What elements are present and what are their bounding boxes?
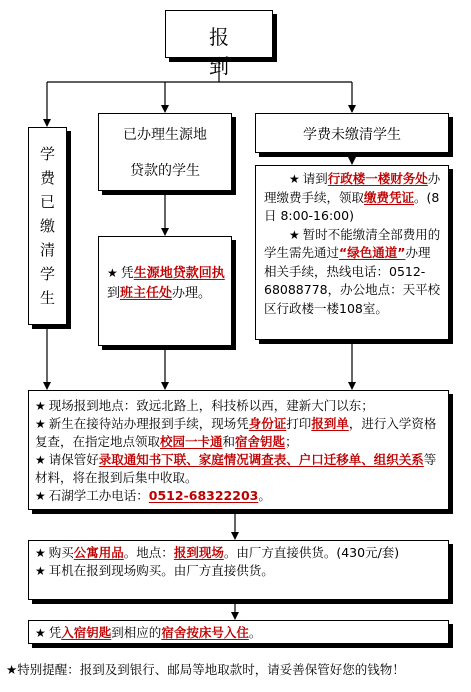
buy-earphones-text: 耳机在报到现场购买。由厂方直接供货。 <box>48 563 274 578</box>
info-phone-text-1: 石湖学工办电话： <box>48 488 149 503</box>
page-title: 报 到 <box>209 25 247 78</box>
loan-text-3: 办理。 <box>172 286 212 301</box>
loan-header-line2: 贷款的学生 <box>130 163 200 179</box>
star-icon: ★ <box>35 453 46 467</box>
info-procedure <box>35 415 444 451</box>
loan-header-line1: 已办理生源地 <box>123 127 207 143</box>
loan-instruction <box>107 263 225 304</box>
unpaid-item2-text-1: 暂时不能缴清全部费用的学生需先通过 <box>264 226 441 260</box>
check-in-box <box>28 620 449 644</box>
unpaid-item1-text-3: 。(8日 8:00-16:00) <box>264 189 440 223</box>
check-in-text-3: 。 <box>248 625 262 640</box>
unpaid-item1-text-1: 请到 <box>302 171 328 186</box>
buy-supplies-text-2: 。地点： <box>123 545 174 560</box>
star-icon: ★ <box>35 417 46 431</box>
info-location <box>35 397 444 415</box>
star-icon: ★ <box>35 399 46 413</box>
star-icon: ★ <box>35 546 46 560</box>
unpaid-item-finance <box>264 170 442 226</box>
loan-text-1: 凭 <box>120 266 134 281</box>
star-icon: ★ <box>35 489 46 503</box>
info-documents <box>35 451 444 487</box>
paid-branch-label: 学费已缴清学生 <box>39 145 55 307</box>
info-procedure-text-1: 新生在接待站办理报到手续，现场凭 <box>48 416 249 431</box>
info-procedure-text-4: 和 <box>222 434 236 449</box>
title-box <box>165 10 273 78</box>
loan-text-2: 到 <box>107 286 121 301</box>
loan-highlight-receipt: 生源地贷款回执 <box>133 266 225 281</box>
info-documents-text-2: 等材料，将在报到后集中收取。 <box>35 452 437 485</box>
info-phone <box>35 487 444 505</box>
highlight-campus-card: 校园一卡通 <box>160 434 223 449</box>
star-icon: ★ <box>35 564 46 578</box>
buy-supplies <box>35 544 444 562</box>
loan-branch-header <box>98 113 232 191</box>
highlight-registration-site: 报到现场 <box>173 545 224 560</box>
buy-supplies-text-3: 。由厂方直接供货。(430元/套) <box>223 545 400 560</box>
star-icon: ★ <box>35 626 46 640</box>
highlight-apartment-supplies: 公寓用品 <box>73 545 124 560</box>
loan-branch-body <box>98 236 232 346</box>
info-documents-text-1: 请保管好 <box>48 452 99 467</box>
loan-highlight-teacher: 班主任处 <box>120 286 173 301</box>
highlight-green-channel: “绿色通道” <box>339 245 406 260</box>
star-icon: ★ <box>289 172 300 186</box>
star-icon: ★ <box>107 266 118 280</box>
unpaid-item1-text-2: 办理缴费手续，领取 <box>264 171 441 205</box>
unpaid-branch-header <box>255 113 449 153</box>
special-reminder: ★特别提醒：报到及到银行、邮局等地取款时，请妥善保管好您的钱物！ <box>6 662 405 677</box>
highlight-dorm-key: 宿舍钥匙 <box>235 434 286 449</box>
unpaid-branch-body <box>255 165 449 340</box>
check-in-text-2: 到相应的 <box>111 625 162 640</box>
purchase-box <box>28 540 449 600</box>
buy-supplies-text-1: 购买 <box>48 545 74 560</box>
info-procedure-text-2: 打印 <box>286 416 312 431</box>
highlight-id-card: 身份证 <box>248 416 287 431</box>
check-in-text-1: 凭 <box>48 625 62 640</box>
unpaid-header-label: 学费未缴清学生 <box>303 127 401 143</box>
unpaid-item2-text-2: 办理相关手续，热线电话：0512-68088778，办公地点：天平校区行政楼一楼108室。 <box>264 245 441 316</box>
paid-branch-box <box>28 127 67 325</box>
check-in-instruction <box>35 624 444 642</box>
highlight-documents-list: 录取通知书下联、家庭情况调查表、户口迁移单、组织关系 <box>98 452 424 467</box>
info-procedure-text-5: ； <box>285 434 298 449</box>
buy-earphones <box>35 562 444 580</box>
info-location-text: 现场报到地点：致远北路上，科技桥以西，建新大门以东； <box>48 398 374 413</box>
highlight-dorm-bed: 宿舍按床号入住 <box>161 625 249 640</box>
info-phone-text-2: 。 <box>258 488 271 503</box>
highlight-registration-form: 报到单 <box>311 416 349 431</box>
highlight-checkin-key: 入宿钥匙 <box>61 625 112 640</box>
info-procedure-text-3: ，进行入学资格复查，在指定地点领取 <box>35 416 437 449</box>
registration-info-box <box>28 390 449 510</box>
star-icon: ★ <box>289 227 300 242</box>
highlight-finance-office: 行政楼一楼财务处 <box>327 171 428 186</box>
highlight-payment-voucher: 缴费凭证 <box>364 189 415 205</box>
highlight-phone-number: 0512-68322203 <box>148 488 259 503</box>
unpaid-item-green-channel <box>264 226 442 319</box>
